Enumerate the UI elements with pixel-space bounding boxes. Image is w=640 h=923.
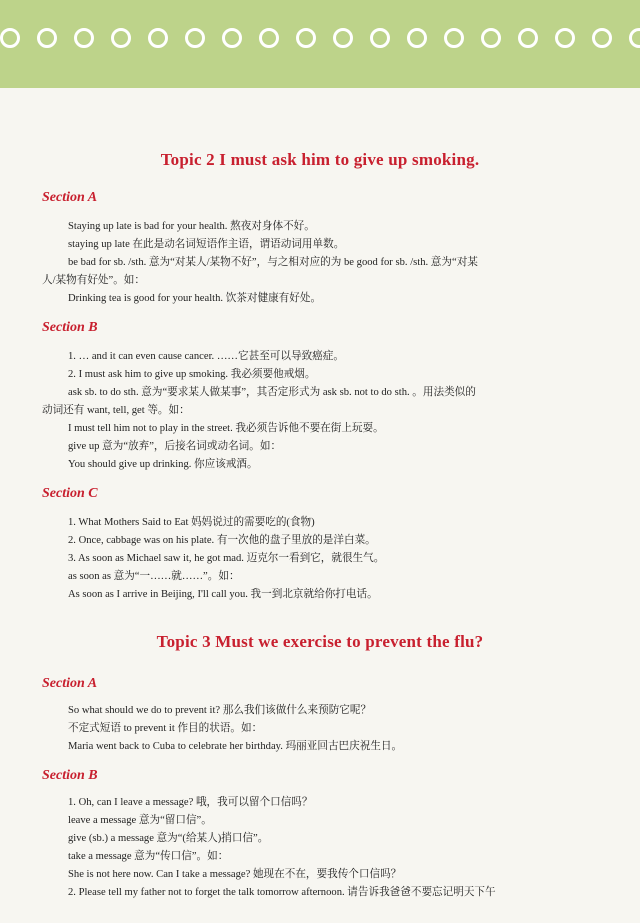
ring-icon (259, 28, 279, 48)
t2-section-a-label: Section A (42, 190, 98, 205)
ring-icon (296, 28, 316, 48)
t2-sc-line: 1. What Mothers Said to Eat 妈妈说过的需要吃的(食物) (68, 517, 315, 528)
t2-sa-line: 人/某物有好处”。如： (42, 275, 145, 286)
t2-sa-line: staying up late 在此是动名词短语作主语，谓语动词用单数。 (68, 239, 345, 250)
topic-2-title: Topic 2 I must ask him to give up smoking. (160, 150, 480, 169)
t3-section-a-label: Section A (42, 676, 98, 691)
ring-icon (407, 28, 427, 48)
ring-icon (333, 28, 353, 48)
t2-sc-line: 2. Once, cabbage was on his plate. 有一次他的盘子里放的是洋白菜。 (68, 535, 376, 546)
t2-sa-line: be bad for sb. /sth. 意为“对某人/某物不好”，与之相对应的为 be good for sb. /sth. 意为“对某 (68, 257, 478, 268)
ring-icon (444, 28, 464, 48)
t2-sb-line: 1. … and it can even cause cancer. ……它甚至可以导致癌症。 (68, 351, 344, 362)
t3-sb-line: leave a message 意为“留口信”。 (68, 815, 212, 826)
ring-icon (74, 28, 94, 48)
t3-sa-line: Maria went back to Cuba to celebrate her birthday. 玛丽亚回古巴庆祝生日。 (68, 741, 403, 752)
t3-sb-line: give (sb.) a message 意为“(给某人)捎口信”。 (68, 833, 269, 844)
t2-sc-line: as soon as 意为“一……就……”。如： (68, 571, 240, 582)
ring-icon (37, 28, 57, 48)
ring-icon (555, 28, 575, 48)
ring-icon (222, 28, 242, 48)
t2-sb-line: ask sb. to do sth. 意为“要求某人做某事”，其否定形式为 ask sb. not to do sth. 。用法类似的 (68, 387, 476, 398)
t2-sb-line: give up 意为“放弃”，后接名词或动名词。如： (68, 441, 282, 452)
t3-sb-line: She is not here now. Can I take a message? 她现在不在，要我传个口信吗？ (68, 869, 402, 880)
ring-icon (629, 28, 640, 48)
ring-decoration (0, 26, 640, 56)
t3-sb-line: 2. Please tell my father not to forget the talk tomorrow afternoon. 请告诉我爸爸不要忘记明天下午 (68, 887, 496, 898)
t3-sa-line: So what should we do to prevent it? 那么我们该做什么来预防它呢？ (68, 705, 372, 716)
ring-icon (592, 28, 612, 48)
t2-sb-line: 2. I must ask him to give up smoking. 我必须要他戒烟。 (68, 369, 316, 380)
t3-sb-line: take a message 意为“传口信”。如： (68, 851, 229, 862)
t2-sa-line: Drinking tea is good for your health. 饮茶对健康有好处。 (68, 293, 322, 304)
header-banner (0, 0, 640, 88)
ring-icon (0, 28, 20, 48)
ring-icon (370, 28, 390, 48)
ring-icon (518, 28, 538, 48)
t2-sb-line: You should give up drinking. 你应该戒酒。 (68, 459, 258, 470)
t2-sb-line: I must tell him not to play in the street. 我必须告诉他不要在街上玩耍。 (68, 423, 384, 434)
ring-icon (111, 28, 131, 48)
t2-section-c-label: Section C (42, 486, 98, 501)
t3-section-b-label: Section B (42, 768, 98, 783)
t2-sa-line: Staying up late is bad for your health. 熬夜对身体不好。 (68, 221, 315, 232)
t3-sb-line: 1. Oh, can I leave a message? 哦，我可以留个口信吗？ (68, 797, 313, 808)
t2-section-b-label: Section B (42, 320, 98, 335)
ring-icon (185, 28, 205, 48)
ring-icon (481, 28, 501, 48)
t2-sb-line: 动词还有 want, tell, get 等。如： (42, 405, 190, 416)
ring-icon (148, 28, 168, 48)
t2-sc-line: As soon as I arrive in Beijing, I'll call you. 我一到北京就给你打电话。 (68, 589, 378, 600)
t2-sc-line: 3. As soon as Michael saw it, he got mad. 迈克尔一看到它，就很生气。 (68, 553, 385, 564)
topic-3-title: Topic 3 Must we exercise to prevent the flu? (156, 632, 484, 651)
t3-sa-line: 不定式短语 to prevent it 作目的状语。如： (68, 723, 263, 734)
